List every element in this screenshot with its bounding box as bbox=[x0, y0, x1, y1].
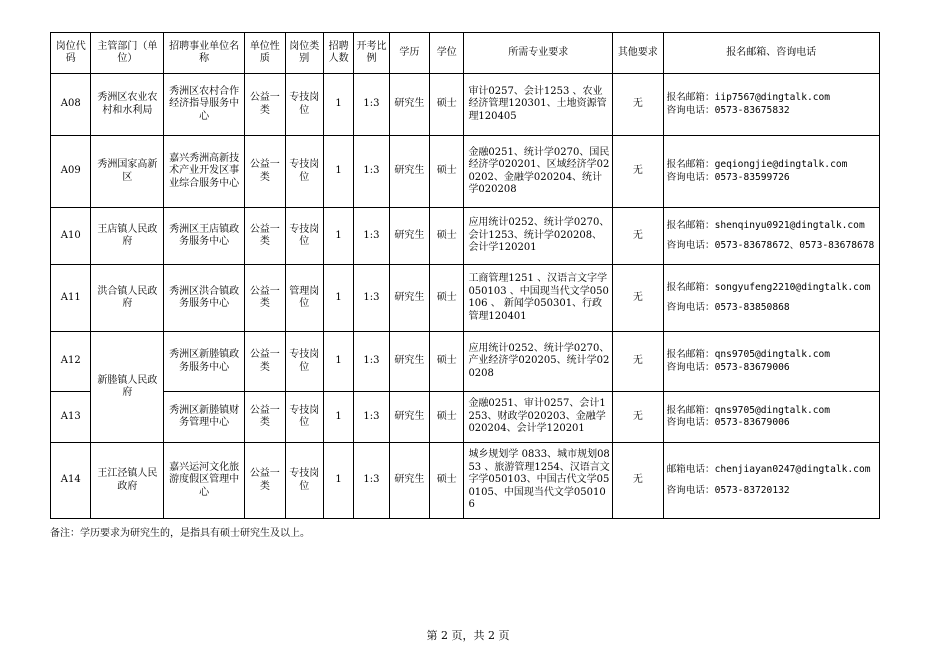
header-cell: 岗位代码 bbox=[51, 33, 91, 74]
contact-cell bbox=[663, 74, 879, 136]
phone-number: 0573-83675832 bbox=[714, 104, 790, 116]
email-address: geqiongjie@dingtalk.com bbox=[714, 159, 848, 170]
header-row bbox=[51, 33, 880, 74]
exam-ratio: 1:3 bbox=[354, 265, 389, 332]
email-address: chenjiayan0247@dingtalk.com bbox=[714, 464, 871, 475]
hire-count: 1 bbox=[323, 332, 353, 392]
position-category: 管理岗位 bbox=[285, 265, 323, 332]
unit-nature: 公益一类 bbox=[245, 392, 285, 443]
header-cell: 开考比例 bbox=[354, 33, 389, 74]
contact-cell bbox=[663, 265, 879, 332]
contact-cell bbox=[663, 136, 879, 208]
other-requirements: 无 bbox=[613, 443, 664, 519]
unit-nature: 公益一类 bbox=[245, 332, 285, 392]
other-requirements: 无 bbox=[613, 332, 664, 392]
degree: 硕士 bbox=[430, 392, 464, 443]
unit-name: 秀洲区农村合作经济指导服务中心 bbox=[164, 74, 245, 136]
unit-nature: 公益一类 bbox=[245, 136, 285, 208]
header-cell: 单位性质 bbox=[245, 33, 285, 74]
phone-label: 咨询电话： bbox=[666, 302, 715, 313]
exam-ratio: 1:3 bbox=[354, 392, 389, 443]
email-address: qns9705@dingtalk.com bbox=[714, 404, 831, 416]
position-category: 专技岗位 bbox=[285, 208, 323, 265]
major-requirements: 金融0251、统计学0270、国民经济学020201、区域经济学020202、金融学020204、统计学020208 bbox=[464, 136, 613, 208]
position-code: A14 bbox=[51, 443, 91, 519]
position-code: A09 bbox=[51, 136, 91, 208]
major-requirements: 工商管理1251 、汉语言文字学 050103 、中国现当代文学050106 、 新闻学050301、行政管理120401 bbox=[464, 265, 613, 332]
phone-number: 0573-83599726 bbox=[714, 171, 790, 183]
education: 研究生 bbox=[389, 265, 429, 332]
unit-name: 秀洲区王店镇政务服务中心 bbox=[164, 208, 245, 265]
unit-name: 秀洲区新塍镇财务管理中心 bbox=[164, 392, 245, 443]
contact-cell bbox=[663, 332, 879, 392]
unit-nature: 公益一类 bbox=[245, 208, 285, 265]
degree: 硕士 bbox=[430, 443, 464, 519]
education: 研究生 bbox=[389, 74, 429, 136]
contact-cell bbox=[663, 392, 879, 443]
department: 秀洲国家高新区 bbox=[91, 136, 164, 208]
header-cell: 主管部门（单位） bbox=[91, 33, 164, 74]
phone-label: 咨询电话： bbox=[666, 361, 715, 373]
recruitment-table bbox=[50, 32, 880, 519]
unit-nature: 公益一类 bbox=[245, 265, 285, 332]
position-category: 专技岗位 bbox=[285, 443, 323, 519]
header-cell: 报名邮箱、咨询电话 bbox=[663, 33, 879, 74]
position-code: A11 bbox=[51, 265, 91, 332]
header-cell: 招聘人数 bbox=[323, 33, 353, 74]
degree: 硕士 bbox=[430, 136, 464, 208]
table-row bbox=[51, 392, 880, 443]
hire-count: 1 bbox=[323, 265, 353, 332]
table-row bbox=[51, 74, 880, 136]
phone-label: 咨询电话： bbox=[666, 417, 715, 428]
phone-number: 0573-83678672、0573-83678678 bbox=[714, 240, 875, 251]
email-label: 报名邮箱： bbox=[666, 281, 715, 293]
position-code: A13 bbox=[51, 392, 91, 443]
education: 研究生 bbox=[389, 392, 429, 443]
hire-count: 1 bbox=[323, 136, 353, 208]
education: 研究生 bbox=[389, 136, 429, 208]
major-requirements: 城乡规划学 0833、城市规划0853 、旅游管理1254、汉语言文字学050103、中国古代文学050105、中国现当代文学050106 bbox=[464, 443, 613, 519]
email-address: qns9705@dingtalk.com bbox=[714, 349, 831, 360]
email-label: 报名邮箱： bbox=[666, 219, 715, 231]
major-requirements: 应用统计0252、统计学0270、会计1253、统计学020208、会计学120201 bbox=[464, 208, 613, 265]
phone-number: 0573-83720132 bbox=[714, 484, 790, 496]
phone-number: 0573-83679006 bbox=[714, 417, 790, 428]
email-label: 报名邮箱： bbox=[666, 404, 715, 416]
exam-ratio: 1:3 bbox=[354, 136, 389, 208]
email-label: 邮箱电话： bbox=[666, 464, 715, 475]
email-address: iip7567@dingtalk.com bbox=[714, 92, 831, 103]
unit-name: 秀洲区洪合镇政务服务中心 bbox=[164, 265, 245, 332]
phone-label: 咨询电话： bbox=[666, 240, 715, 251]
education: 研究生 bbox=[389, 443, 429, 519]
email-label: 报名邮箱： bbox=[666, 159, 715, 170]
position-code: A08 bbox=[51, 74, 91, 136]
degree: 硕士 bbox=[430, 332, 464, 392]
table-row bbox=[51, 265, 880, 332]
major-requirements: 金融0251、审计0257、会计1253、财政学020203、金融学020204、会计学120201 bbox=[464, 392, 613, 443]
table-row bbox=[51, 332, 880, 392]
table-row bbox=[51, 443, 880, 519]
hire-count: 1 bbox=[323, 208, 353, 265]
phone-number: 0573-83850868 bbox=[714, 302, 790, 313]
exam-ratio: 1:3 bbox=[354, 208, 389, 265]
department: 王江泾镇人民政府 bbox=[91, 443, 164, 519]
phone-number: 0573-83679006 bbox=[714, 361, 790, 373]
exam-ratio: 1:3 bbox=[354, 74, 389, 136]
unit-nature: 公益一类 bbox=[245, 74, 285, 136]
email-address: songyufeng2210@dingtalk.com bbox=[714, 281, 871, 293]
department: 王店镇人民政府 bbox=[91, 208, 164, 265]
contact-cell bbox=[663, 443, 879, 519]
exam-ratio: 1:3 bbox=[354, 443, 389, 519]
major-requirements: 应用统计0252、统计学0270、产业经济学020205、统计学020208 bbox=[464, 332, 613, 392]
other-requirements: 无 bbox=[613, 136, 664, 208]
other-requirements: 无 bbox=[613, 392, 664, 443]
page-footer: 第 2 页，共 2 页 bbox=[426, 629, 510, 642]
header-cell: 学位 bbox=[430, 33, 464, 74]
unit-name: 嘉兴秀洲高新技术产业开发区事业综合服务中心 bbox=[164, 136, 245, 208]
position-code: A12 bbox=[51, 332, 91, 392]
header-cell: 岗位类别 bbox=[285, 33, 323, 74]
header-cell: 学历 bbox=[389, 33, 429, 74]
exam-ratio: 1:3 bbox=[354, 332, 389, 392]
email-label: 报名邮箱： bbox=[666, 92, 715, 103]
degree: 硕士 bbox=[430, 74, 464, 136]
table-row bbox=[51, 208, 880, 265]
position-category: 专技岗位 bbox=[285, 136, 323, 208]
contact-cell bbox=[663, 208, 879, 265]
phone-label: 咨询电话： bbox=[666, 171, 715, 183]
position-category: 专技岗位 bbox=[285, 74, 323, 136]
major-requirements: 审计0257、会计1253 、农业经济管理120301、土地资源管理120405 bbox=[464, 74, 613, 136]
phone-label: 咨询电话： bbox=[666, 104, 715, 116]
table-note: 备注：学历要求为研究生的，是指具有硕士研究生及以上。 bbox=[50, 528, 310, 539]
phone-label: 咨询电话： bbox=[666, 484, 715, 496]
hire-count: 1 bbox=[323, 392, 353, 443]
header-cell: 其他要求 bbox=[613, 33, 664, 74]
position-category: 专技岗位 bbox=[285, 332, 323, 392]
education: 研究生 bbox=[389, 208, 429, 265]
unit-name: 秀洲区新塍镇政务服务中心 bbox=[164, 332, 245, 392]
email-address: shenqinyu0921@dingtalk.com bbox=[714, 219, 865, 231]
position-code: A10 bbox=[51, 208, 91, 265]
degree: 硕士 bbox=[430, 208, 464, 265]
department: 洪合镇人民政府 bbox=[91, 265, 164, 332]
other-requirements: 无 bbox=[613, 208, 664, 265]
hire-count: 1 bbox=[323, 443, 353, 519]
hire-count: 1 bbox=[323, 74, 353, 136]
header-cell: 招聘事业单位名称 bbox=[164, 33, 245, 74]
other-requirements: 无 bbox=[613, 265, 664, 332]
header-cell: 所需专业要求 bbox=[464, 33, 613, 74]
unit-nature: 公益一类 bbox=[245, 443, 285, 519]
table-row bbox=[51, 136, 880, 208]
department: 秀洲区农业农村和水利局 bbox=[91, 74, 164, 136]
education: 研究生 bbox=[389, 332, 429, 392]
degree: 硕士 bbox=[430, 265, 464, 332]
unit-name: 嘉兴运河文化旅游度假区管理中心 bbox=[164, 443, 245, 519]
email-label: 报名邮箱： bbox=[666, 349, 715, 360]
department: 新塍镇人民政府 bbox=[91, 332, 164, 443]
position-category: 专技岗位 bbox=[285, 392, 323, 443]
other-requirements: 无 bbox=[613, 74, 664, 136]
